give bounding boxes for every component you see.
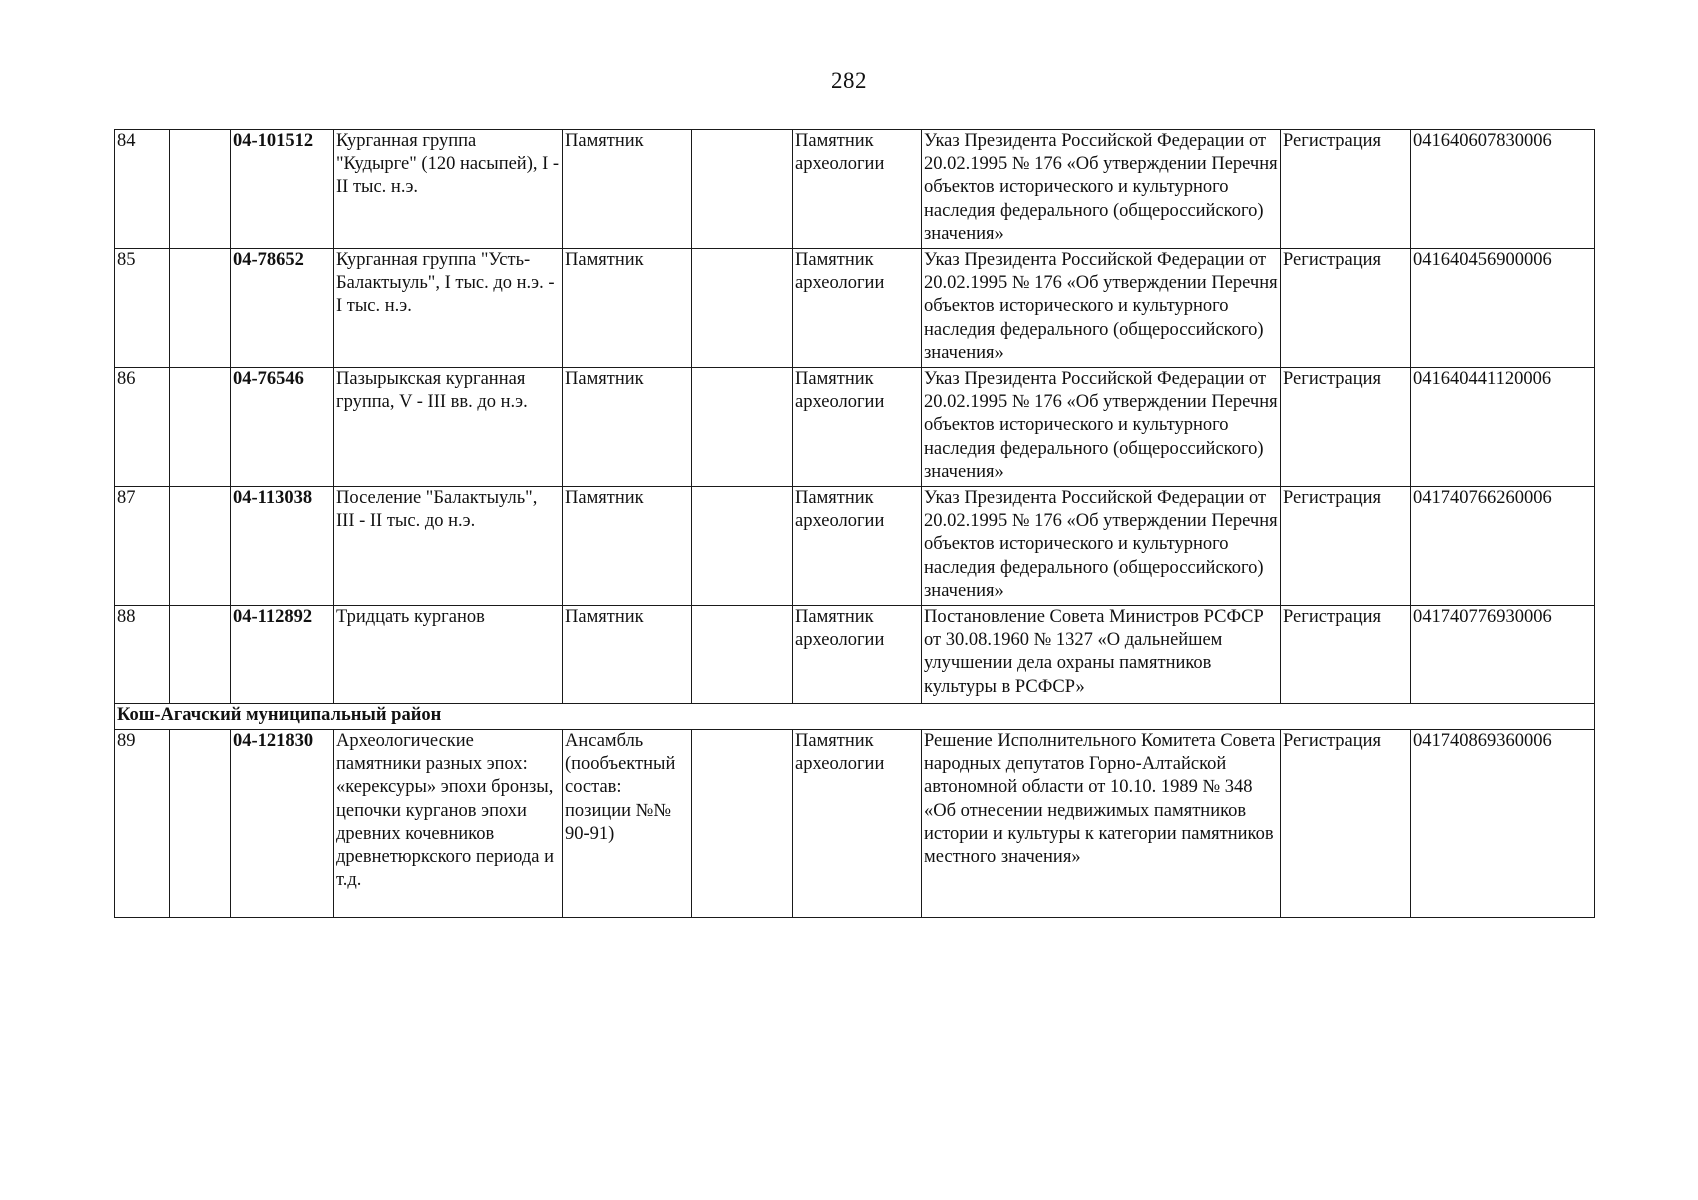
object-code: 04-112892 — [231, 606, 334, 704]
status: Регистрация — [1281, 606, 1411, 704]
object-name: Археологические памятники разных эпох: «керексуры» эпохи бронзы, цепочки курганов эпохи древних кочевников древнетюркского периода и т.д. — [334, 730, 563, 918]
object-code: 04-76546 — [231, 368, 334, 487]
object-name: Поселение "Балактыуль", III - II тыс. до н.э. — [334, 487, 563, 606]
object-category: Памятник — [563, 249, 692, 368]
empty-cell — [692, 130, 793, 249]
table-row — [115, 368, 1595, 487]
row-number: 84 — [115, 130, 170, 249]
table-row — [115, 606, 1595, 704]
object-category: Ансамбль (пообъектный состав: позиции №№ 90-91) — [563, 730, 692, 918]
empty-cell — [170, 487, 231, 606]
object-type: Памятник археологии — [793, 130, 922, 249]
legal-document: Решение Исполнительного Комитета Совета народных депутатов Горно-Алтайской автономной области от 10.10. 1989 № 348 «Об отнесении недвижимых памятников истории и культуры к категории памятников местного значения» — [922, 730, 1281, 918]
table-row — [115, 249, 1595, 368]
status: Регистрация — [1281, 249, 1411, 368]
row-number: 88 — [115, 606, 170, 704]
object-type: Памятник археологии — [793, 249, 922, 368]
object-type: Памятник археологии — [793, 487, 922, 606]
row-number: 86 — [115, 368, 170, 487]
empty-cell — [692, 487, 793, 606]
section-title: Кош-Агачский муниципальный район — [115, 704, 1595, 730]
legal-document: Постановление Совета Министров РСФСР от 30.08.1960 № 1327 «О дальнейшем улучшении дела охраны памятников культуры в РСФСР» — [922, 606, 1281, 704]
section-heading-row — [115, 704, 1595, 730]
object-category: Памятник — [563, 130, 692, 249]
empty-cell — [170, 606, 231, 704]
legal-document: Указ Президента Российской Федерации от 20.02.1995 № 176 «Об утверждении Перечня объектов исторического и культурного наследия федерального (общероссийского) значения» — [922, 368, 1281, 487]
object-name: Тридцать курганов — [334, 606, 563, 704]
row-number: 87 — [115, 487, 170, 606]
empty-cell — [170, 730, 231, 918]
object-category: Памятник — [563, 487, 692, 606]
table-row — [115, 130, 1595, 249]
empty-cell — [692, 730, 793, 918]
row-number: 85 — [115, 249, 170, 368]
empty-cell — [692, 249, 793, 368]
status: Регистрация — [1281, 487, 1411, 606]
registration-number: 041640607830006 — [1411, 130, 1595, 249]
registration-number: 041640441120006 — [1411, 368, 1595, 487]
object-code: 04-113038 — [231, 487, 334, 606]
row-number: 89 — [115, 730, 170, 918]
legal-document: Указ Президента Российской Федерации от 20.02.1995 № 176 «Об утверждении Перечня объектов исторического и культурного наследия федерального (общероссийского) значения» — [922, 249, 1281, 368]
page-number: 282 — [831, 68, 867, 93]
empty-cell — [692, 368, 793, 487]
table-row — [115, 730, 1595, 918]
status: Регистрация — [1281, 368, 1411, 487]
status: Регистрация — [1281, 130, 1411, 249]
empty-cell — [170, 368, 231, 487]
object-type: Памятник археологии — [793, 606, 922, 704]
object-type: Памятник археологии — [793, 730, 922, 918]
registration-number: 041640456900006 — [1411, 249, 1595, 368]
object-name: Курганная группа "Усть-Балактыуль", I тыс. до н.э. - I тыс. н.э. — [334, 249, 563, 368]
legal-document: Указ Президента Российской Федерации от 20.02.1995 № 176 «Об утверждении Перечня объектов исторического и культурного наследия федерального (общероссийского) значения» — [922, 487, 1281, 606]
empty-cell — [170, 130, 231, 249]
table-row — [115, 487, 1595, 606]
object-code: 04-101512 — [231, 130, 334, 249]
object-code: 04-78652 — [231, 249, 334, 368]
empty-cell — [170, 249, 231, 368]
object-type: Памятник археологии — [793, 368, 922, 487]
object-code: 04-121830 — [231, 730, 334, 918]
registration-number: 041740869360006 — [1411, 730, 1595, 918]
object-name: Пазырыкская курганная группа, V - III вв. до н.э. — [334, 368, 563, 487]
heritage-registry-table — [114, 129, 1595, 918]
empty-cell — [692, 606, 793, 704]
status: Регистрация — [1281, 730, 1411, 918]
registration-number: 041740766260006 — [1411, 487, 1595, 606]
registration-number: 041740776930006 — [1411, 606, 1595, 704]
legal-document: Указ Президента Российской Федерации от 20.02.1995 № 176 «Об утверждении Перечня объектов исторического и культурного наследия федерального (общероссийского) значения» — [922, 130, 1281, 249]
object-name: Курганная группа "Кудырге" (120 насыпей), I - II тыс. н.э. — [334, 130, 563, 249]
object-category: Памятник — [563, 368, 692, 487]
object-category: Памятник — [563, 606, 692, 704]
